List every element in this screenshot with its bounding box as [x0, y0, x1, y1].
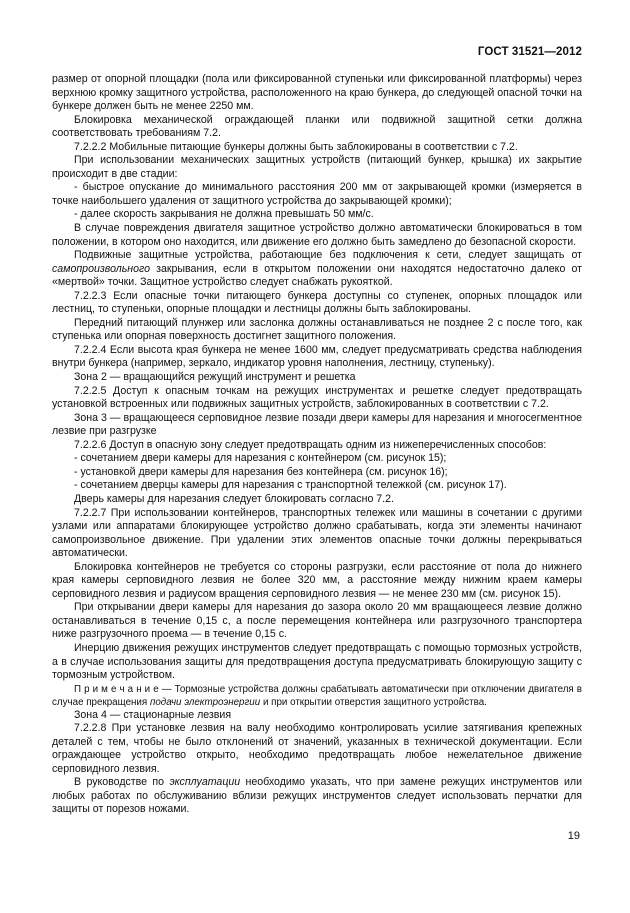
standard-header: ГОСТ 31521—2012: [477, 46, 582, 58]
paragraph: В руководстве по эксплуатации необходимо указать, что при замене режущих инструментов или любых работах по обслуживанию вблизи режущих инструментов следует использовать перчатки для защиты от порезов ножами.: [52, 776, 583, 816]
paragraph: 7.2.2.7 При использовании контейнеров, транспортных тележек или машины в сочетании с другими узлами или аппаратами блокирующее устройство должно срабатывать, когда эти элементы начинают самопроизвольное движение. При удалении этих элементов опасные точки должны перекрываться автоматически.: [52, 506, 582, 560]
page-number: 19: [567, 830, 580, 842]
paragraph: Блокировка контейнеров не требуется со стороны разгрузки, если расстояние от пола до нижнего края камеры серповидного лезвия не более 320 мм, а расстояние между нижним краем камеры серповидного лезвия и радиусом вращения серповидного лезвия — не менее 230 мм (см. рисунок 15).: [52, 560, 582, 600]
note-paragraph: П р и м е ч а н и е — Тормозные устройства должны срабатывать автоматически при отключении двигателя в случае прекращения подачи электроэнергии и при открытии отверстия защитного устройства.: [52, 683, 582, 708]
paragraph: Передний питающий плунжер или заслонка должны останавливаться не позднее 2 с после того, как ступенька или опорная поверхность достигнет защитного положения.: [52, 316, 582, 343]
paragraph: - сочетанием двери камеры для нарезания с контейнером (см. рисунок 15);: [74, 452, 447, 465]
paragraph: 7.2.2.2 Мобильные питающие бункеры должны быть заблокированы в соответствии с 7.2.: [74, 140, 518, 153]
body-text: [52, 73, 582, 817]
paragraph: 7.2.2.5 Доступ к опасным точкам на режущих инструментах и решетке следует предотвращать установкой встроенных или подвижных защитных устройств, заблокированных в соответствии с 7.2.: [52, 384, 582, 411]
paragraph: - установкой двери камеры для нарезания без контейнера (см. рисунок 16);: [74, 465, 448, 478]
paragraph: В случае повреждения двигателя защитное устройство должно автоматически блокироваться в том положении, в котором оно находится, или движение его должно быть замедлено до безопасной скорости.: [52, 222, 582, 248]
paragraph: Блокировка механической ограждающей планки или подвижной защитной сетки должна соответствовать требованиям 7.2.: [52, 113, 582, 140]
paragraph: - сочетанием дверцы камеры для нарезания с транспортной тележкой (см. рисунок 17).: [74, 479, 507, 492]
paragraph: 7.2.2.3 Если опасные точки питающего бункера доступны со ступенек, опорных площадок или лестниц, то ступеньки, опорные площадки и лестницы должны быть заблокированы.: [52, 289, 582, 316]
paragraph: Инерцию движения режущих инструментов следует предотвращать с помощью тормозных устройств, а в случае использования защиты для предотвращения доступа предусматривать блокирующую защиту с тормозным устройством.: [52, 641, 582, 682]
paragraph: При использовании механических защитных устройств (питающий бункер, крышка) их закрытие происходит в две стадии:: [52, 154, 582, 180]
paragraph: 7.2.2.4 Если высота края бункера не менее 1600 мм, следует предусматривать средства наблюдения внутри бункера (например, зеркало, индикатор уровня наполнения, лестницу, ступеньку).: [52, 343, 582, 370]
paragraph: При открывании двери камеры для нарезания до зазора около 20 мм вращающееся лезвие должно останавливаться в течение 0,15 с, а после перемещения контейнера или разгрузочного транспортера ниже разгрузочного проема — в течение 0,15 с.: [52, 601, 582, 641]
paragraph: размер от опорной площадки (пола или фиксированной ступеньки или фиксированной платформы) через верхнюю кромку защитного устройства, расположенного на краю бункера, до следующей опасной точки на бункере должен быть не менее 2250 мм.: [52, 73, 582, 113]
paragraph: Зона 2 — вращающийся режущий инструмент и решетка: [74, 371, 356, 384]
paragraph: Дверь камеры для нарезания следует блокировать согласно 7.2.: [74, 492, 394, 505]
paragraph: Зона 4 — стационарные лезвия: [74, 708, 232, 721]
paragraph: Подвижные защитные устройства, работающие без подключения к сети, следует защищать от самопроизвольного закрывания, если в открытом положении они находятся недостаточно далеко от «мертвой» точки. Защитное устройство следует снабжать рукояткой.: [52, 249, 582, 289]
paragraph: - быстрое опускание до минимального расстояния 200 мм от закрывающей кромки (измеряется в точке наибольшего удаления от защитного устройства до закрывающей кромки);: [52, 181, 582, 207]
paragraph: 7.2.2.8 При установке лезвия на валу необходимо контролировать усилие затягивания крепежных деталей с тем, чтобы не было отклонений от значений, указанных в технической документации. Если ограждающее устройство открыто, необходимо предотвращать любое нежелательное движение серповидного лезвия.: [52, 722, 582, 775]
paragraph: 7.2.2.6 Доступ в опасную зону следует предотвращать одним из нижеперечисленных способов:: [74, 438, 547, 451]
paragraph: Зона 3 — вращающееся серповидное лезвие позади двери камеры для нарезания и многосегментное лезвие при разгрузке: [52, 411, 582, 438]
paragraph: - далее скорость закрывания не должна превышать 50 мм/с.: [74, 208, 374, 221]
